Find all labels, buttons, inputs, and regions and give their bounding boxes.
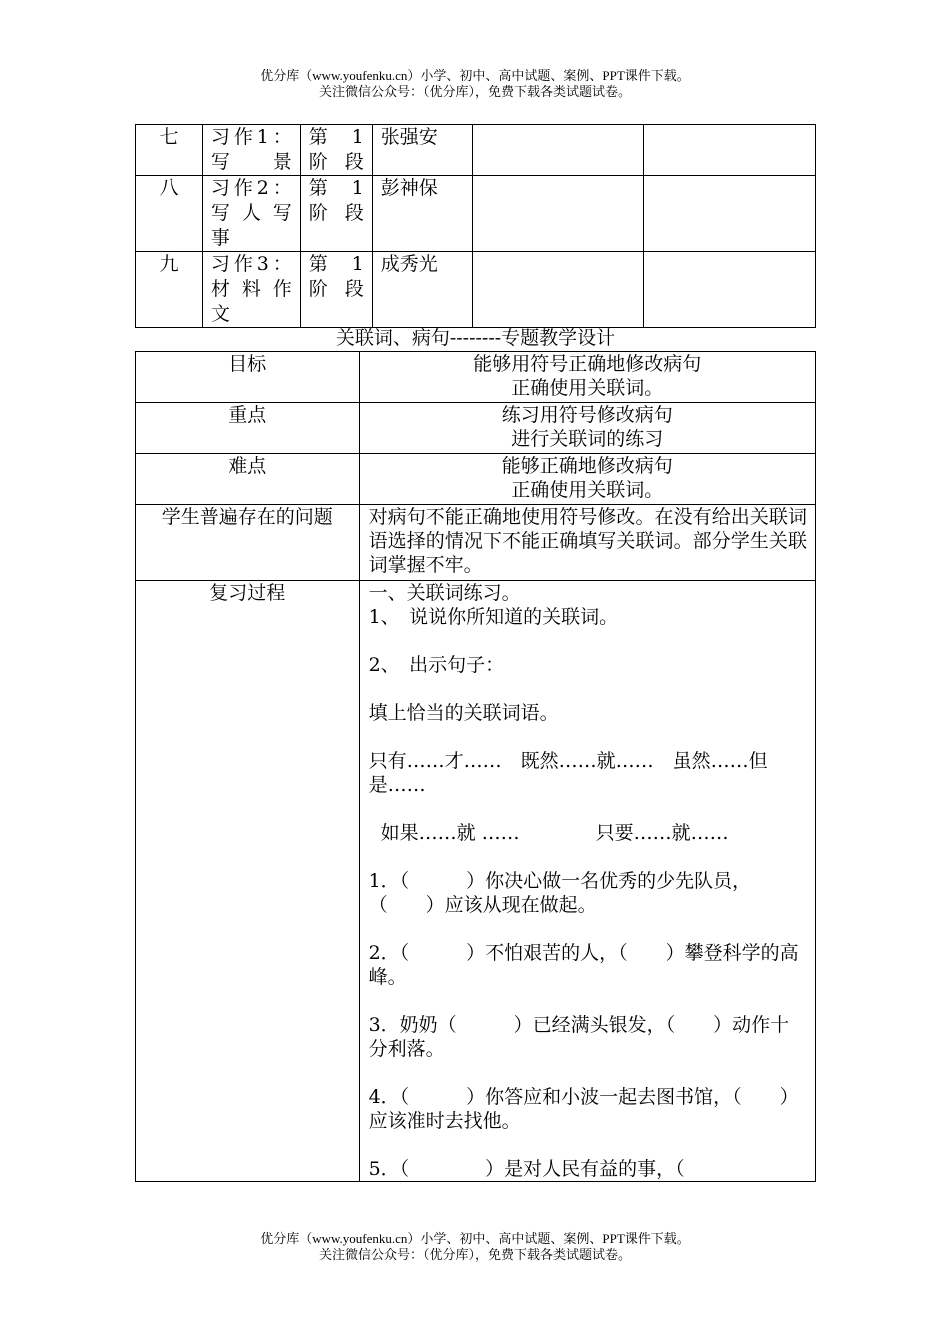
stage-line: 阶段 <box>308 278 364 300</box>
problem-label: 学生普遍存在的问题 <box>136 505 360 581</box>
footer-line-1: 优分库（www.youfenku.cn）小学、初中、高中试题、案例、PPT课件下载。 <box>260 1231 690 1246</box>
row-number: 七 <box>136 125 203 176</box>
empty-cell <box>472 125 644 176</box>
key-label: 重点 <box>136 403 360 454</box>
word-options: 只有……才…… 既然……就…… 虽然……但是…… <box>368 750 768 796</box>
process-label: 复习过程 <box>136 581 360 1182</box>
exercise-item: 5．（ ）是对人民有益的事，（ <box>368 1158 685 1180</box>
topic-cell <box>202 252 300 328</box>
problem-text: 对病句不能正确地使用符号修改。在没有给出关联词语选择的情况下不能正确填写关联词。部分学生关联词掌握不牢。 <box>359 505 815 581</box>
process-instruction: 填上恰当的关联词语。 <box>368 702 559 724</box>
topic-line: 材 料 作 <box>210 278 292 300</box>
schedule-table <box>135 124 816 328</box>
process-step: 1、 说说你所知道的关联词。 <box>368 606 619 628</box>
difficulty-row <box>136 454 816 505</box>
stage-cell <box>300 176 372 252</box>
difficulty-line: 正确使用关联词。 <box>511 479 664 501</box>
topic-line: 写 人 写 <box>210 202 292 224</box>
stage-line: 阶段 <box>308 151 364 173</box>
stage-line: 第 1 <box>308 177 364 199</box>
schedule-row <box>136 125 816 176</box>
footer-line-2: 关注微信公众号：（优分库），免费下载各类试题试卷。 <box>318 1247 631 1262</box>
key-line: 进行关联词的练习 <box>511 428 664 450</box>
section-title: 关联词、病句--------专题教学设计 <box>335 327 616 349</box>
schedule-row <box>136 252 816 328</box>
exercise-item: 1．（ ）你决心做一名优秀的少先队员，（ ）应该从现在做起。 <box>368 870 752 916</box>
empty-cell <box>644 176 816 252</box>
process-heading: 一、关联词练习。 <box>368 582 521 604</box>
empty-cell <box>644 252 816 328</box>
empty-cell <box>644 125 816 176</box>
stage-cell <box>300 125 372 176</box>
process-row <box>136 581 816 1182</box>
row-number: 九 <box>136 252 203 328</box>
key-line: 练习用符号修改病句 <box>501 404 673 426</box>
empty-cell <box>472 176 644 252</box>
page-header <box>0 68 950 100</box>
row-number: 八 <box>136 176 203 252</box>
header-line-2: 关注微信公众号：（优分库），免费下载各类试题试卷。 <box>318 84 631 99</box>
exercise-item: 4．（ ）你答应和小波一起去图书馆，（ ）应该准时去找他。 <box>368 1086 799 1132</box>
topic-line: 文 <box>210 303 230 325</box>
process-step: 2、 出示句子： <box>368 654 505 676</box>
topic-line: 习作3： <box>210 253 292 275</box>
empty-cell <box>472 252 644 328</box>
difficulty-label: 难点 <box>136 454 360 505</box>
topic-line: 习作2： <box>210 177 292 199</box>
header-line-1: 优分库（www.youfenku.cn）小学、初中、高中试题、案例、PPT课件下载。 <box>260 68 690 83</box>
topic-line: 事 <box>210 227 230 249</box>
word-options: 如果……就 …… 只要……就…… <box>380 822 729 844</box>
process-content <box>359 581 815 1182</box>
stage-line: 阶段 <box>308 202 364 224</box>
teacher-cell: 成秀光 <box>372 252 472 328</box>
key-content <box>359 403 815 454</box>
key-row <box>136 403 816 454</box>
goal-label: 目标 <box>136 352 360 403</box>
exercise-item: 3．奶奶（ ）已经满头银发，（ ）动作十分利落。 <box>368 1014 790 1060</box>
design-table <box>135 351 816 1182</box>
difficulty-content <box>359 454 815 505</box>
stage-cell <box>300 252 372 328</box>
page-footer <box>0 1231 950 1263</box>
schedule-row <box>136 176 816 252</box>
difficulty-line: 能够正确地修改病句 <box>501 455 673 477</box>
topic-cell <box>202 176 300 252</box>
topic-line: 习作1： <box>210 126 292 148</box>
topic-cell <box>202 125 300 176</box>
topic-line: 写景 <box>210 151 292 173</box>
teacher-cell: 张强安 <box>372 125 472 176</box>
problem-row <box>136 505 816 581</box>
goal-row <box>136 352 816 403</box>
exercise-item: 2．（ ）不怕艰苦的人，（ ）攀登科学的高峰。 <box>368 942 799 988</box>
goal-line: 能够用符号正确地修改病句 <box>473 353 702 375</box>
teacher-cell: 彭神保 <box>372 176 472 252</box>
goal-content <box>359 352 815 403</box>
stage-line: 第 1 <box>308 126 364 148</box>
goal-line: 正确使用关联词。 <box>511 377 664 399</box>
stage-line: 第 1 <box>308 253 364 275</box>
